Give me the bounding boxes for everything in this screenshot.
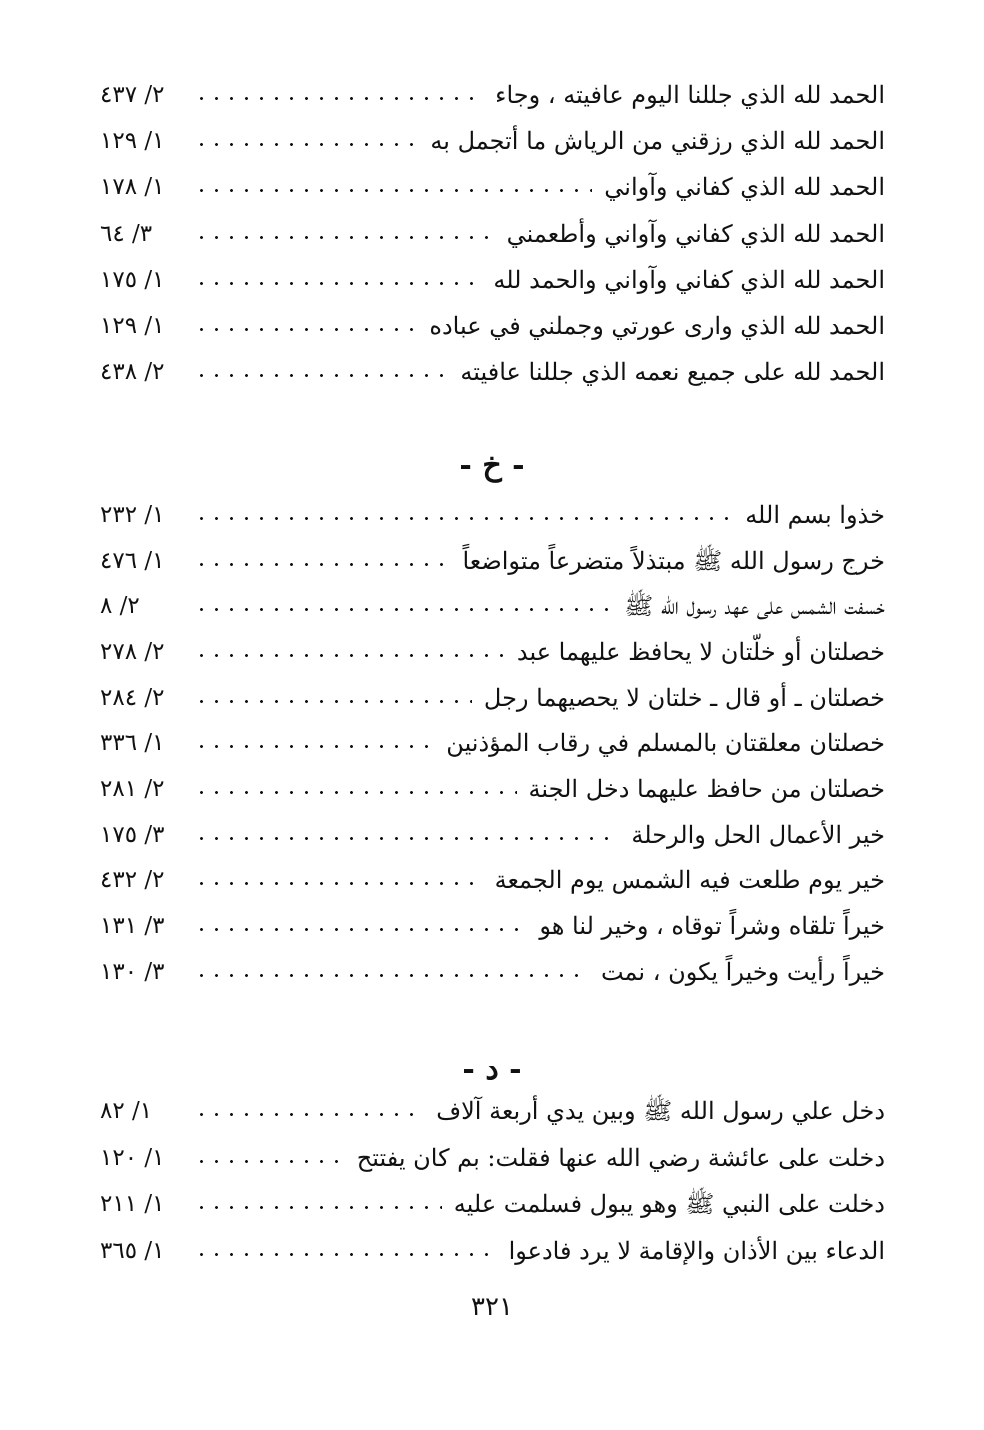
index-entry (100, 1088, 885, 1134)
entry-reference: ١/ ٣٦٥ (100, 1238, 165, 1264)
index-entry (100, 675, 885, 721)
index-entry (100, 766, 885, 812)
index-entry (100, 164, 885, 210)
index-entry (100, 72, 885, 118)
index-entry (100, 1135, 885, 1181)
dot-leader (194, 1253, 497, 1256)
index-entry (100, 118, 885, 164)
entry-reference: ١/ ٢٣٢ (100, 502, 165, 528)
entry-text: خصلتان أو خلّتان لا يحافظ عليهما عبد (516, 638, 885, 666)
entry-text: خيراً رأيت وخيراً يكون ، نمت (600, 958, 885, 986)
entry-text: الحمد لله على جميع نعمه الذي جللنا عافيته (460, 358, 885, 386)
dot-leader (194, 654, 505, 657)
dot-leader (194, 882, 483, 885)
entry-text: خصلتان معلقتان بالمسلم في رقاب المؤذنين (446, 729, 885, 757)
dot-leader (194, 236, 495, 239)
entry-reference: ٣/ ١٧٥ (100, 822, 165, 848)
section-heading: - خ - (459, 448, 525, 483)
entry-text: دخل علي رسول الله ﷺ وبين يدي أربعة آلاف (436, 1097, 885, 1125)
entry-text: خير يوم طلعت فيه الشمس يوم الجمعة (494, 866, 885, 894)
dot-leader (194, 1160, 345, 1163)
entry-text: الحمد لله الذي كفاني وآواني والحمد لله (493, 266, 885, 294)
entry-text: خصلتان من حافظ عليهما دخل الجنة (528, 775, 885, 803)
entry-reference: ٢/ ٢٨٤ (100, 685, 165, 711)
dot-leader (194, 517, 733, 520)
dot-leader (194, 791, 517, 794)
index-entry (100, 629, 885, 675)
index-entry (100, 583, 885, 629)
index-entry (100, 303, 885, 349)
index-entry (100, 492, 885, 538)
dot-leader (194, 745, 434, 748)
entry-reference: ٢/ ٢٨١ (100, 776, 165, 802)
entry-reference: ١/ ١٢٩ (100, 128, 165, 154)
entry-text: الحمد لله الذي رزقني من الرياش ما أتجمل به (430, 127, 885, 155)
section-heading: - د - (462, 1052, 522, 1087)
entry-reference: ٣/ ١٣١ (100, 913, 165, 939)
dot-leader (194, 1206, 442, 1209)
dot-leader (194, 143, 418, 146)
dot-leader (194, 608, 612, 611)
entry-reference: ١/ ٨٢ (100, 1098, 153, 1124)
index-entry (100, 812, 885, 858)
entry-reference: ٢/ ٢٧٨ (100, 639, 165, 665)
entry-reference: ٢/ ٨ (100, 593, 140, 619)
entry-reference: ٣/ ١٣٠ (100, 959, 165, 985)
entry-text: الحمد لله الذي وارى عورتي وجملني في عباده (429, 312, 885, 340)
dot-leader (194, 282, 481, 285)
entry-reference: ١/ ١٢٩ (100, 313, 165, 339)
index-entry (100, 257, 885, 303)
dot-leader (194, 328, 417, 331)
index-entry (100, 1228, 885, 1274)
index-entry (100, 857, 885, 903)
entry-text: خسفت الشمس على عهد رسول الله ﷺ (624, 592, 885, 620)
dot-leader (194, 563, 450, 566)
entry-text: خيراً تلقاه وشراً توقاه ، وخير لنا هو (539, 912, 885, 940)
entry-reference: ٢/ ٤٣٨ (100, 359, 165, 385)
entry-reference: ٢/ ٤٣٧ (100, 82, 165, 108)
entry-text: خذوا بسم الله (745, 501, 885, 529)
entry-text: الحمد لله الذي جللنا اليوم عافيته ، وجاء (495, 81, 885, 109)
entry-text: خير الأعمال الحل والرحلة (631, 821, 885, 849)
entry-reference: ١/ ٤٧٦ (100, 548, 165, 574)
dot-leader (194, 837, 619, 840)
entry-reference: ٢/ ٤٣٢ (100, 867, 165, 893)
entry-text: خرج رسول الله ﷺ مبتذلاً متضرعاً متواضعاً (462, 547, 885, 575)
entry-text: دخلت على النبي ﷺ وهو يبول فسلمت عليه (453, 1190, 885, 1218)
entry-reference: ١/ ١٧٥ (100, 267, 165, 293)
entry-text: الدعاء بين الأذان والإقامة لا يرد فادعوا (508, 1237, 885, 1265)
entry-text: الحمد لله الذي كفاني وآواني (604, 173, 885, 201)
entry-reference: ٣/ ٦٤ (100, 221, 153, 247)
dot-leader (194, 974, 589, 977)
index-entry (100, 720, 885, 766)
entry-reference: ١/ ١٧٨ (100, 174, 165, 200)
entry-reference: ١/ ٢١١ (100, 1191, 165, 1217)
index-entry (100, 211, 885, 257)
entry-text: الحمد لله الذي كفاني وآواني وأطعمني (506, 220, 885, 248)
index-entry (100, 349, 885, 395)
entry-text: خصلتان ـ أو قال ـ خلتان لا يحصيهما رجل (483, 684, 885, 712)
dot-leader (194, 97, 483, 100)
entry-reference: ١/ ١٢٠ (100, 1145, 165, 1171)
entry-text: دخلت على عائشة رضي الله عنها فقلت: بم كان يفتتح (356, 1144, 885, 1172)
index-entry (100, 1181, 885, 1227)
dot-leader (194, 700, 472, 703)
page-number: ٣٢١ (471, 1292, 513, 1322)
dot-leader (194, 374, 448, 377)
dot-leader (194, 189, 592, 192)
dot-leader (194, 1113, 424, 1116)
index-entry (100, 538, 885, 584)
dot-leader (194, 928, 527, 931)
index-entry (100, 949, 885, 995)
entry-reference: ١/ ٣٣٦ (100, 730, 165, 756)
index-entry (100, 903, 885, 949)
